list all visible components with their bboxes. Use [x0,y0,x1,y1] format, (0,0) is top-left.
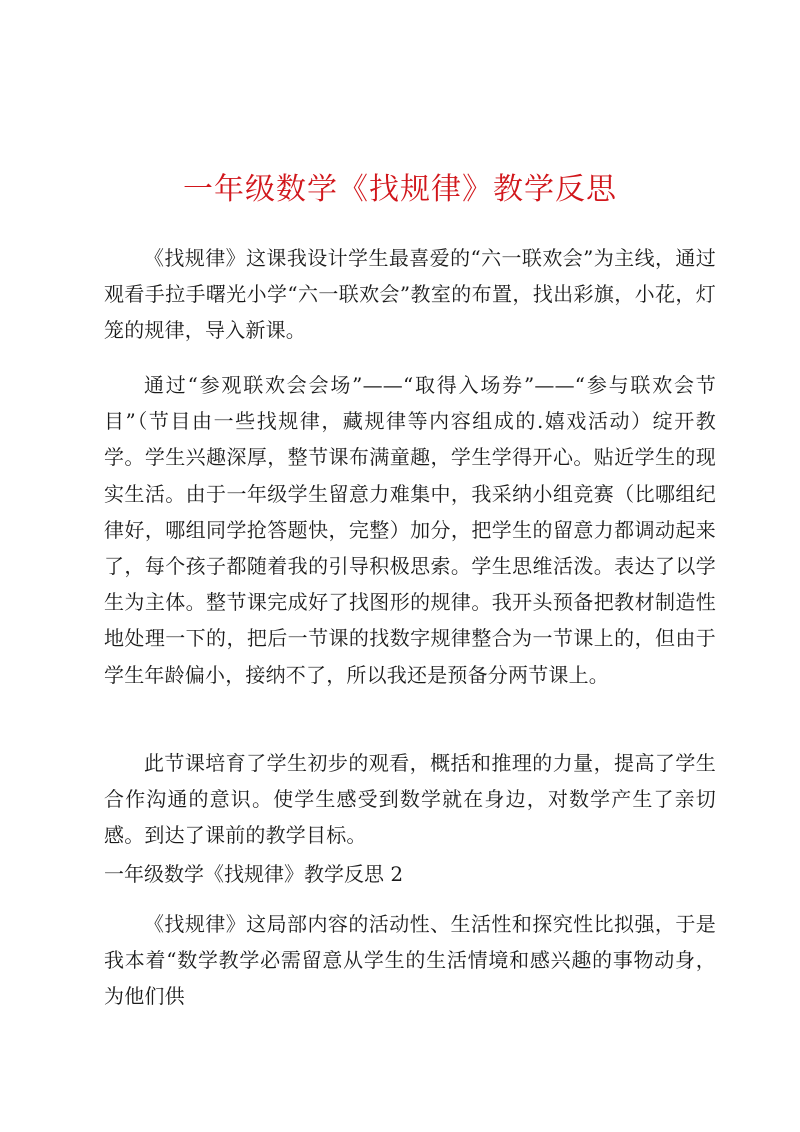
paragraph-conclusion: 此节课培育了学生初步的观看，概括和推理的力量，提高了学生合作沟通的意识。使学生感受到数学就在身边，对数学产生了亲切感。到达了课前的教学目标。 [104,751,716,848]
paragraph-intro: 《找规律》这课我设计学生最喜爱的“六一联欢会”为主线，通过观看手拉手曙光小学“六一联欢会”教室的布置，找出彩旗，小花，灯笼的规律，导入新课。 [104,246,716,343]
paragraph-section-2: 《找规律》这局部内容的活动性、生活性和探究性比拟强，于是我本着“数学教学必需留意从学生的生活情境和感兴趣的事物动身，为他们供 [104,912,716,1009]
section-subtitle: 一年级数学《找规律》教学反思 2 [104,862,404,886]
document-title: 一年级数学《找规律》教学反思 [183,172,617,207]
paragraph-process: 通过“参观联欢会会场”——“取得入场券”——“参与联欢会节目”（节目由一些找规律，藏规律等内容组成的.嬉戏活动）绽开教学。学生兴趣深厚，整节课布满童趣，学生学得开心。贴近学生的现实生活。由于一年级学生留意力难集中，我采纳小组竞赛（比哪组纪律好，哪组同学抢答题快，完整）加分，把学生的留意力都调动起来了，每个孩子都随着我的引导积极思索。学生思维活泼。表达了以学生为主体。整节课完成好了找图形的规律。我开头预备把教材制造性地处理一下的，把后一节课的找数字规律整合为一节课上的，但由于学生年龄偏小，接纳不了，所以我还是预备分两节课上。 [104,373,716,687]
